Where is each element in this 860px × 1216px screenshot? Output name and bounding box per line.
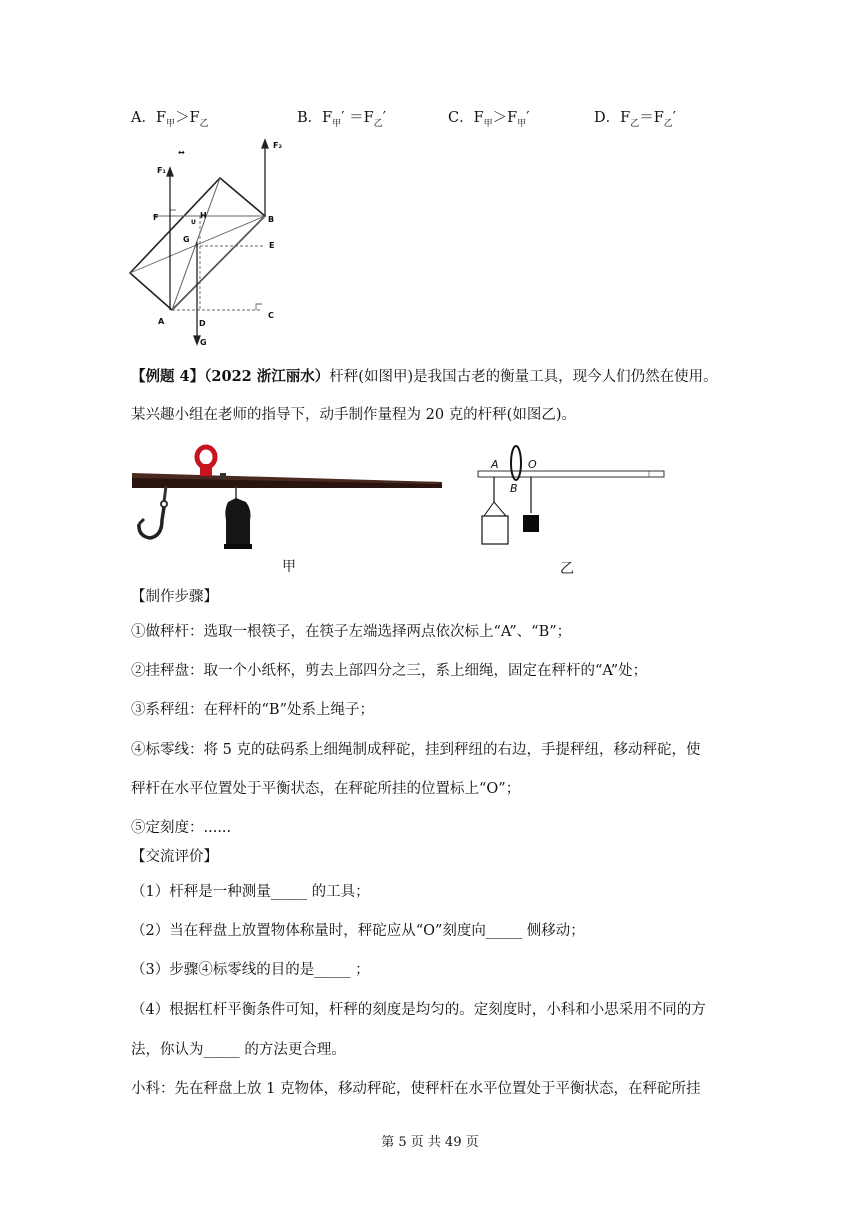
step-3: ③系秤纽：在秤杆的“B”处系上绳子； [131, 702, 374, 718]
steelyard-photo [130, 440, 445, 555]
label-e: E [269, 241, 275, 250]
label-a: A [158, 317, 165, 326]
xiaoke-method: 小科：先在秤盘上放 1 克物体，移动秤砣，使秤杆在水平位置处于平衡状态，在秤砣所挂 [131, 1081, 701, 1097]
label-f: F [153, 213, 159, 222]
option-d: D．$F_乙=F_乙'$ [594, 110, 677, 129]
question-4-line1: （4）根据杠杆平衡条件可知，杆秤的刻度是均匀的。定刻度时，小科和小思采用不同的方 [131, 1002, 706, 1018]
label-yi-a: A [491, 458, 499, 471]
steelyard-schematic [474, 440, 669, 550]
question-4-line2: 法，你认为_____ 的方法更合理。 [131, 1042, 346, 1058]
label-g-force: G [200, 338, 207, 347]
step-2: ②挂秤盘：取一个小纸杯，剪去上部四分之三，系上细绳，固定在秤杆的“A”处； [131, 663, 648, 679]
step-5: ⑤定刻度：...... [131, 820, 232, 836]
step-4-line2: 秤杆在水平位置处于平衡状态，在秤砣所挂的位置标上“O”； [131, 781, 521, 797]
option-b: B．$F_甲' =F_乙'$ [297, 110, 387, 129]
example-source: （2022 浙江丽水） [204, 368, 330, 385]
evaluation-header: 【交流评价】 [131, 849, 218, 865]
step-4-line1: ④标零线：将 5 克的砝码系上细绳制成秤砣，挂到秤纽的右边，手提秤纽，移动秤砣，使 [131, 742, 701, 758]
example-intro-line1: 【例题 4】（2022 浙江丽水）杆秤(如图甲)是我国古老的衡量工具，现今人们仍然在使用。 [131, 368, 718, 385]
caption-jia: 甲 [282, 559, 296, 575]
diagram-arrow-mark: ↔ [178, 148, 185, 157]
label-f2: F₂ [273, 141, 282, 150]
step-1: ①做秤杆：选取一根筷子，在筷子左端选择两点依次标上“A”、“B”； [131, 624, 572, 640]
force-diagram [125, 138, 295, 350]
label-d: D [199, 319, 206, 328]
option-a: A．$F_甲>F_乙$ [131, 110, 209, 129]
example-tag: 【例题 4】 [131, 368, 205, 385]
question-2: （2）当在秤盘上放置物体称量时，秤砣应从“O”刻度向_____ 侧移动； [131, 923, 585, 939]
question-3: （3）步骤④标零线的目的是_____ ； [131, 962, 370, 978]
label-g: G [183, 235, 190, 244]
page-number: 第 5 页 共 49 页 [381, 1135, 479, 1150]
option-c: C．$F_甲>F_甲'$ [448, 110, 530, 129]
label-f1: F₁ [157, 166, 166, 175]
example-intro-line2: 某兴趣小组在老师的指导下，动手制作量程为 20 克的杆秤(如图乙)。 [131, 407, 576, 423]
label-yi-o: O [528, 458, 537, 471]
label-b: B [268, 215, 275, 224]
label-u: U [191, 219, 196, 226]
label-c: C [268, 311, 274, 320]
question-1: （1）杆秤是一种测量_____ 的工具； [131, 884, 370, 900]
label-yi-b: B [510, 482, 518, 495]
caption-yi: 乙 [560, 561, 574, 577]
steps-header: 【制作步骤】 [131, 589, 218, 605]
label-h: H [200, 211, 207, 220]
